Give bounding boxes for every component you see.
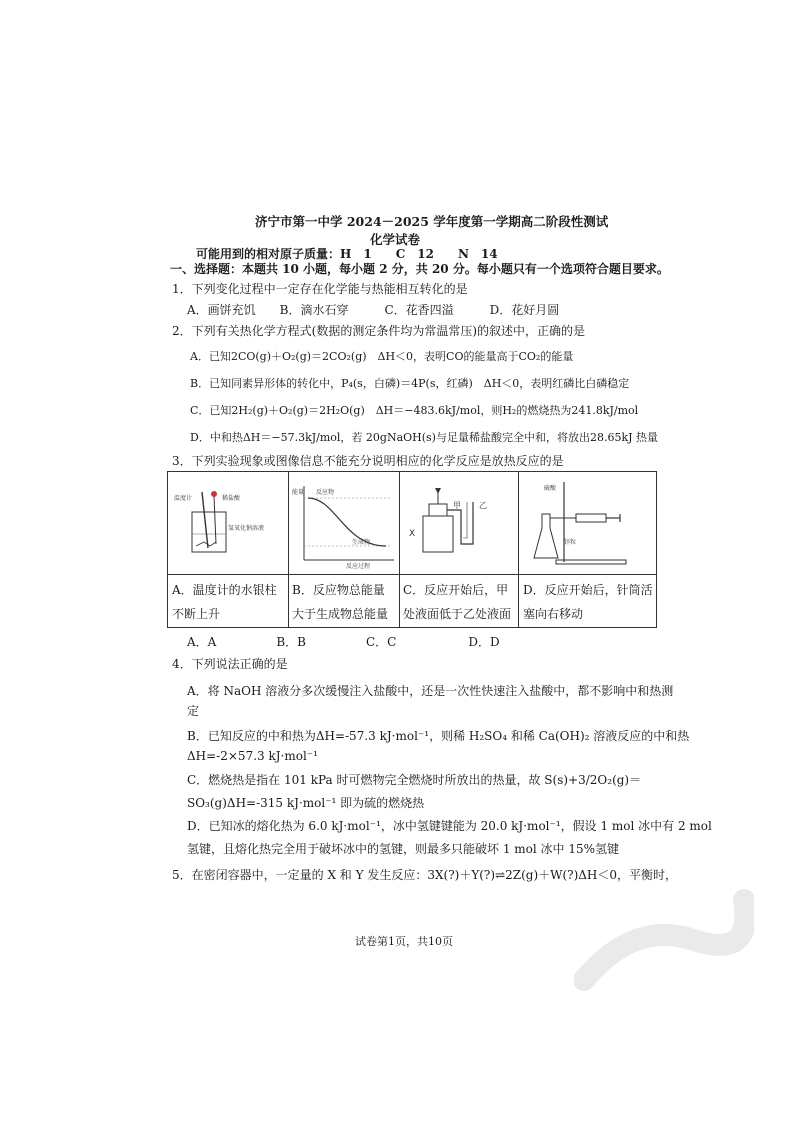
q2-option-b: B．已知同素异形体的转化中，P₄(s，白磷)＝4P(s，红磷) ΔH＜0，表明红磷比白磷稳定 — [190, 377, 630, 390]
label-yi: 乙 — [479, 501, 487, 510]
q4-option-c-line2: SO₃(g)ΔH=-315 kJ·mol⁻¹ 即为硫的燃烧热 — [187, 796, 425, 810]
q3-cell-c: C．反应开始后，甲处液面低于乙处液面 — [403, 583, 512, 621]
section-heading: 一、选择题：本题共 10 小题，每小题 2 分，共 20 分。每小题只有一个选项符合题目要求。 — [170, 262, 669, 276]
label-naoh: 氢氧化钠溶液 — [228, 525, 265, 532]
q4-option-c-line1: C．燃烧热是指在 101 kPa 时可燃物完全燃烧时所放出的热量，故 S(s)+3/2O₂(g)＝ — [187, 773, 642, 787]
q2-option-a: A．已知2CO(g)＋O₂(g)＝2CO₂(g) ΔH＜0，表明CO的能量高于CO₂的能量 — [190, 350, 574, 363]
label-x: X — [409, 529, 416, 539]
q3-cell-a: A．温度计的水银柱不断上升 — [172, 583, 277, 621]
q3-cell-b: B．反应物总能量大于生成物总能量 — [292, 583, 389, 621]
label-jia: 甲 — [453, 501, 461, 510]
q4-option-a-line2: 定 — [187, 704, 200, 718]
q5-stem: 5．在密闭容器中，一定量的 X 和 Y 发生反应：3X(?)＋Y(?)⇌2Z(g)＋W(?)ΔH＜0，平衡时， — [172, 868, 678, 882]
figure-a-beaker — [170, 474, 286, 572]
q4-option-a-line1: A．将 NaOH 溶液分多次缓慢注入盐酸中，还是一次性快速注入盐酸中，都不影响中和热测 — [187, 684, 674, 698]
q3-options: A．A B．B C．C D．D — [187, 635, 500, 649]
q4-option-d-line1: D．已知冰的熔化热为 6.0 kJ·mol⁻¹，冰中氢键键能为 20.0 kJ·mol⁻¹，假设 1 mol 冰中有 2 mol — [187, 819, 712, 833]
label-product: 生成物 — [352, 539, 371, 546]
q2-option-c: C．已知2H₂(g)＋O₂(g)＝2H₂O(g) ΔH＝−483.6kJ/mol，则H₂的燃烧热为241.8kJ/mol — [190, 404, 639, 417]
label-dilute-hcl: 稀盐酸 — [222, 495, 241, 502]
q3-table — [167, 471, 657, 628]
q2-stem: 2．下列有关热化学方程式(数据的测定条件均为常温常压)的叙述中，正确的是 — [172, 324, 586, 338]
q4-option-d-line2: 氢键，且熔化热完全用于破坏冰中的氢键，则最多只能破坏 1 mol 冰中 15%氢键 — [187, 842, 620, 856]
exam-subtitle: 化学试卷 — [370, 232, 421, 247]
label-energy: 能量 — [292, 489, 305, 496]
label-sulfuric-acid: 硫酸 — [544, 485, 557, 492]
exam-title: 济宁市第一中学 2024－2025 学年度第一学期高二阶段性测试 — [255, 214, 609, 229]
figure-b-energy-diagram — [290, 474, 398, 572]
figure-d-syringe — [520, 474, 654, 572]
page-footer: 试卷第1页，共10页 — [355, 935, 453, 948]
label-reactant: 反应物 — [316, 489, 335, 496]
q4-stem: 4．下列说法正确的是 — [172, 657, 288, 671]
q3-cell-d: D．反应开始后，针筒活塞向右移动 — [523, 583, 653, 621]
label-thermometer: 温度计 — [174, 495, 193, 502]
q1-options: A．画饼充饥 B．滴水石穿 C．花香四溢 D．花好月圆 — [187, 303, 560, 317]
label-reaction-process: 反应过程 — [346, 563, 371, 570]
q4-option-b-line2: ΔH=-2×57.3 kJ·mol⁻¹ — [187, 749, 318, 763]
q2-option-d: D．中和热ΔH＝−57.3kJ/mol，若 20gNaOH(s)与足量稀盐酸完全中和，将放出28.65kJ 热量 — [190, 431, 659, 444]
q1-stem: 1．下列变化过程中一定存在化学能与热能相互转化的是 — [172, 282, 468, 296]
scan-smudge — [574, 880, 754, 1000]
q4-option-b-line1: B．已知反应的中和热为ΔH=-57.3 kJ·mol⁻¹，则稀 H₂SO₄ 和稀 Ca(OH)₂ 溶液反应的中和热 — [187, 729, 690, 743]
label-zinc: 锌粒 — [564, 539, 577, 546]
q3-stem: 3．下列实验现象或图像信息不能充分说明相应的化学反应是放热反应的是 — [172, 454, 564, 468]
figure-c-u-tube — [401, 474, 517, 572]
atomic-masses: 可能用到的相对原子质量：H 1 C 12 N 14 — [196, 247, 498, 261]
